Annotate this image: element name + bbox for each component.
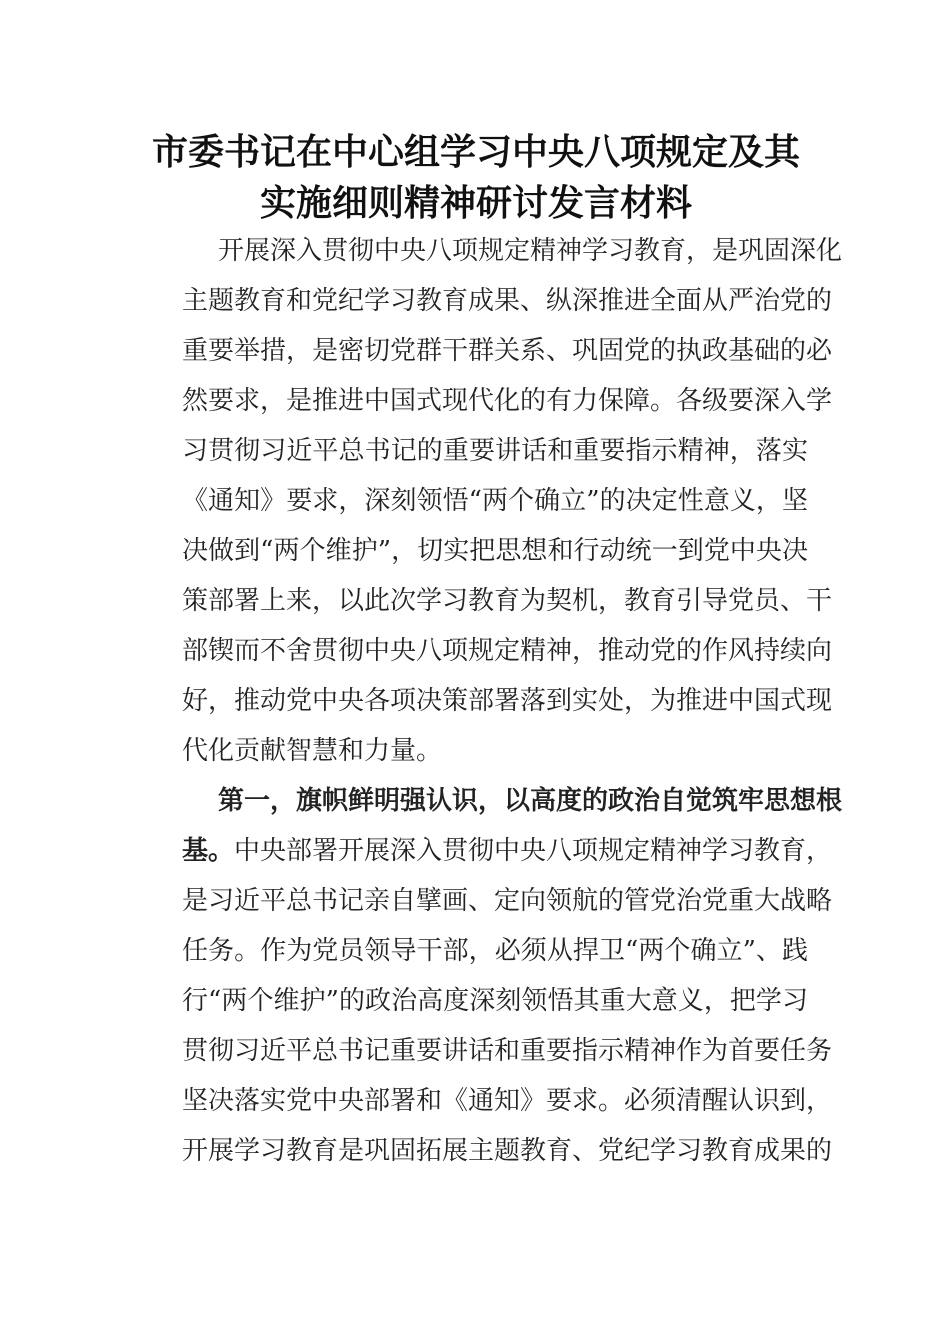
document-title-line-1: 市委书记在中心组学习中央八项规定及其 [151, 132, 800, 173]
text-line: 部锲而不舍贯彻中央八项规定精神，推动党的作风持续向 [182, 636, 833, 666]
section-heading-end: 基。 [182, 836, 235, 866]
text-line: 开展学习教育是巩固拓展主题教育、党纪学习教育成果的 [182, 1136, 833, 1166]
text-line: 代化贡献智慧和力量。 [182, 736, 443, 766]
text-line: 然要求，是推进中国式现代化的有力保障。各级要深入学 [182, 386, 833, 416]
text-line: 行“两个维护”的政治高度深刻领悟其重大意义，把学习 [182, 986, 808, 1016]
text-line: 开展深入贯彻中央八项规定精神学习教育，是巩固深化 [218, 236, 843, 266]
paragraph-point-one [146, 776, 843, 1176]
text-line: 策部署上来，以此次学习教育为契机，教育引导党员、干 [182, 586, 833, 616]
text-line: 《通知》要求，深刻领悟“两个确立”的决定性意义，坚 [182, 486, 808, 516]
text-line: 是习近平总书记亲自擘画、定向领航的管党治党重大战略 [182, 886, 833, 916]
text-line: 任务。作为党员领导干部，必须从捍卫“两个确立”、践 [182, 936, 808, 966]
paragraph-intro [146, 226, 843, 776]
text-line: 坚决落实党中央部署和《通知》要求。必须清醒认识到， [182, 1086, 833, 1116]
document-title-line-2: 实施细则精神研讨发言材料 [259, 183, 692, 224]
section-heading: 第一，旗帜鲜明强认识，以高度的政治自觉筑牢思想根 [218, 786, 843, 816]
text-line [146, 826, 833, 876]
text-line: 决做到“两个维护”，切实把思想和行动统一到党中央决 [182, 536, 808, 566]
text-line: 重要举措，是密切党群干群关系、巩固党的执政基础的必 [182, 336, 833, 366]
text-line: 贯彻习近平总书记重要讲话和重要指示精神作为首要任务 [182, 1036, 833, 1066]
text-run: 中央部署开展深入贯彻中央八项规定精神学习教育， [234, 836, 833, 866]
text-line: 主题教育和党纪学习教育成果、纵深推进全面从严治党的 [182, 286, 833, 316]
text-line: 好，推动党中央各项决策部署落到实处，为推进中国式现 [182, 686, 833, 716]
text-line: 习贯彻习近平总书记的重要讲话和重要指示精神，落实 [182, 436, 808, 466]
document-body [146, 226, 843, 1176]
